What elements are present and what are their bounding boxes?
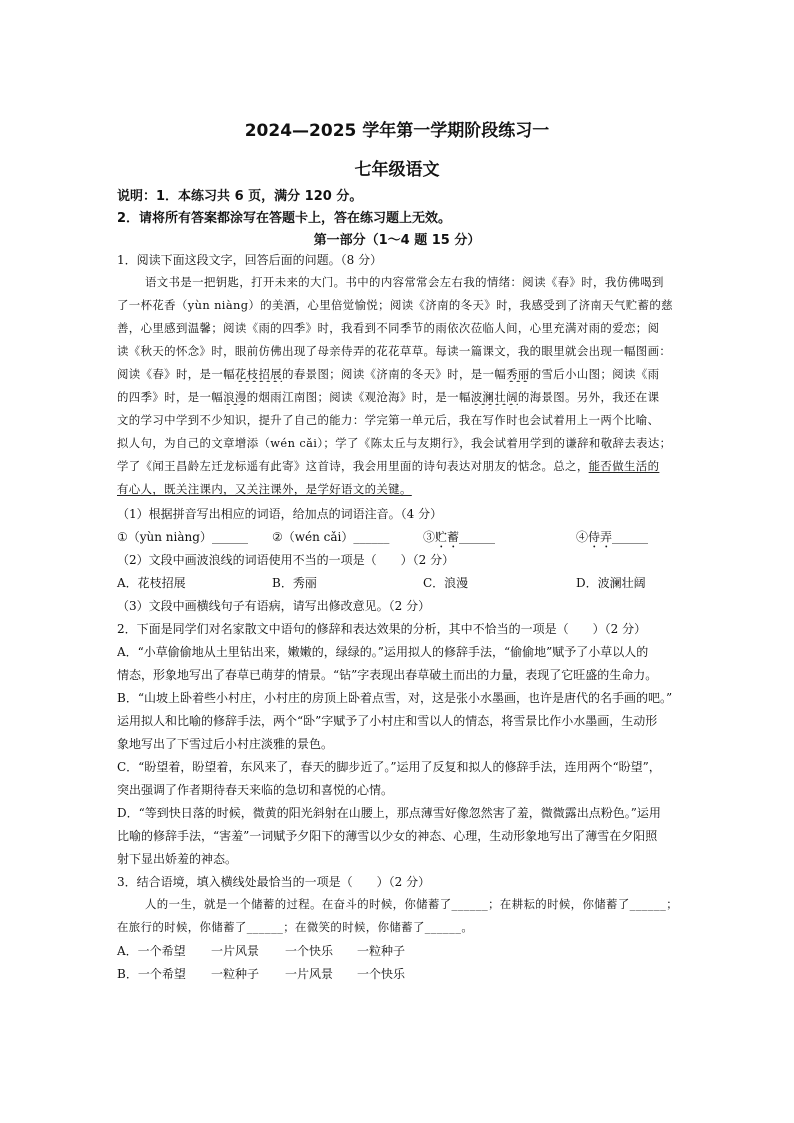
wavy-word-3: 浪漫 [223,390,247,404]
option-d: D．波澜壮阔 [576,576,646,590]
passage-text: 的雪后小山图；阅读《雨 [529,367,660,381]
instruction-line-1: 说明：1．本练习共 6 页，满分 120 分。 [117,189,363,204]
q3-option-a: 一个快乐 [285,944,334,958]
q3-passage: 在旅行的时候，你储蓄了______；在微笑的时候，你储蓄了______。 [117,920,474,934]
option-c: C．浪漫 [423,576,469,590]
passage-line: 读《秋天的怀念》时，眼前仿佛出现了母亲侍弄的花花草草。每读一篇课文，我的眼里就会出现一幅图画： [117,344,672,358]
q3-option-a: 一粒种子 [357,944,406,958]
blank-1: ①（yùn niàng）______ [117,530,248,544]
q2-option-d: 比喻的修辞手法，“害羞”一词赋予夕阳下的薄雪以少女的神态、心理，生动形象地写出了薄雪在夕阳照 [117,829,658,843]
passage-text: 阅读《春》时，是一幅 [117,367,235,381]
passage-line: 了一杯花香（yùn niàng）的美酒，心里倍觉愉悦；阅读《济南的冬天》时，我感受到了济南天气贮蓄的慈 [117,298,673,312]
q3-option-b: 一片风景 [285,967,334,981]
part-heading: 第一部分（1～4 题 15 分） [313,233,481,248]
q2-option-c: 突出强调了作者期待春天来临的急切和喜悦的心情。 [117,783,394,797]
passage-line: 语文书是一把钥匙，打开未来的大门。书中的内容常常会左右我的情绪：阅读《春》时，我仿佛喝到 [145,275,664,289]
blank-4 [576,528,648,551]
q2-option-b: B．“山坡上卧着些小村庄，小村庄的房顶上卧着点雪，对，这是张小水墨画，也许是唐代的名手画的吧。” [117,691,673,705]
q3-option-b: 一个快乐 [357,967,406,981]
blank-num: ④ [576,530,589,544]
q2-option-d: 射下显出娇羞的神态。 [117,852,238,866]
instruction-line-2: 2．请将所有答案都涂写在答题卡上，答在练习题上无效。 [117,211,452,226]
q3-option-b: 一粒种子 [211,967,260,981]
exam-subtitle: 七年级语文 [354,160,440,180]
blank-3 [423,528,495,551]
underlined-sentence: 有心人，既关注课内，又关注课外，是学好语文的关键。 [117,482,412,496]
q3-option-a: A．一个希望 [117,944,186,958]
passage-text: 的四季》时，是一幅 [117,390,224,404]
exam-title: 2024—2025 学年第一学期阶段练习一 [244,121,550,141]
q1-sub2: （2）文段中画波浪线的词语使用不当的一项是（ ）（2 分） [117,553,455,567]
q2-stem: 2．下面是同学们对名家散文中语句的修辞和表达效果的分析，其中不恰当的一项是（ ）（2 分） [117,622,647,636]
passage-line [117,481,682,497]
q3-option-a: 一片风景 [211,944,260,958]
passage-text: 的海景图。另外，我还在课 [517,390,660,404]
q2-option-a: A．“小草偷偷地从土里钻出来，嫩嫩的，绿绿的。”运用拟人的修辞手法，“偷偷地”赋予了小草以人的 [117,645,649,659]
q3-passage: 人的一生，就是一个储蓄的过程。在奋斗的时候，你储蓄了______；在耕耘的时候，你储蓄了______； [145,897,678,911]
q2-option-b: 运用拟人和比喻的修辞手法，两个“卧”字赋予了小村庄和雪以人的情态，将雪景比作小水墨画，生动形 [117,714,658,728]
q2-option-b: 象地写出了下雪过后小村庄淡雅的景色。 [117,737,334,751]
blank-line: ______ [459,530,496,544]
dotted-word: 侍弄 [588,530,613,544]
wavy-word-4: 波澜壮阔 [470,390,518,404]
q3-stem: 3．结合语境，填入横线处最恰当的一项是（ ）（2 分） [117,875,431,889]
q2-option-a: 情态，形象地写出了春草已萌芽的情景。“钻”字表现出春草破土而出的力量，表现了它旺盛的生命力。 [117,668,658,682]
wavy-word-2: 秀丽 [506,367,530,381]
option-a: A．花枝招展 [117,576,186,590]
dotted-word: 贮蓄 [435,530,460,544]
passage-line [117,458,682,474]
q2-option-d: D．“等到快日落的时候，微黄的阳光斜射在山腰上，那点薄雪好像忽然害了羞，微微露出点粉色。”运用 [117,806,661,820]
option-b: B．秀丽 [272,576,317,590]
q1-sub1: （1）根据拼音写出相应的词语，给加点的词语注音。（4 分） [117,507,443,521]
blank-line: ______ [612,530,649,544]
passage-line: 拟人句，为自己的文章增添（wén cǎi）；学了《陈太丘与友期行》，我会试着用学到的谦辞和敬辞去表达； [117,436,672,450]
blank-num: ③ [423,530,436,544]
passage-line: 善，心里感到温馨；阅读《雨的四季》时，我看到不同季节的雨依次莅临人间，心里充满对雨的爱恋；阅 [117,321,660,335]
q3-option-b: B．一个希望 [117,967,186,981]
q1-stem: 1．阅读下面这段文字，回答后面的问题。（8 分） [117,253,383,267]
underlined-sentence: 能否做生活的 [588,459,660,473]
q1-sub3: （3）文段中画横线句子有语病，请写出修改意见。（2 分） [117,599,431,613]
passage-text: 的烟雨江南图；阅读《观沧海》时，是一幅 [246,390,471,404]
q2-option-c: C．“盼望着，盼望着，东风来了，春天的脚步近了。”运用了反复和拟人的修辞手法，连用两个“盼望”， [117,760,661,774]
passage-line: 文的学习中学到不少知识，提升了自己的能力：学完第一单元后，我在写作时也会试着用上一两个比喻、 [117,413,660,427]
passage-line [117,389,682,405]
passage-text: 的春景图；阅读《济南的冬天》时，是一幅 [282,367,507,381]
wavy-word-1: 花枝招展 [234,367,283,381]
passage-line [117,366,682,382]
blank-2: ②（wén cǎi）______ [272,530,390,544]
passage-text: 学了《闻王昌龄左迁龙标遥有此寄》这首诗，我会用里面的诗句表达对朋友的惦念。总之， [117,459,589,473]
